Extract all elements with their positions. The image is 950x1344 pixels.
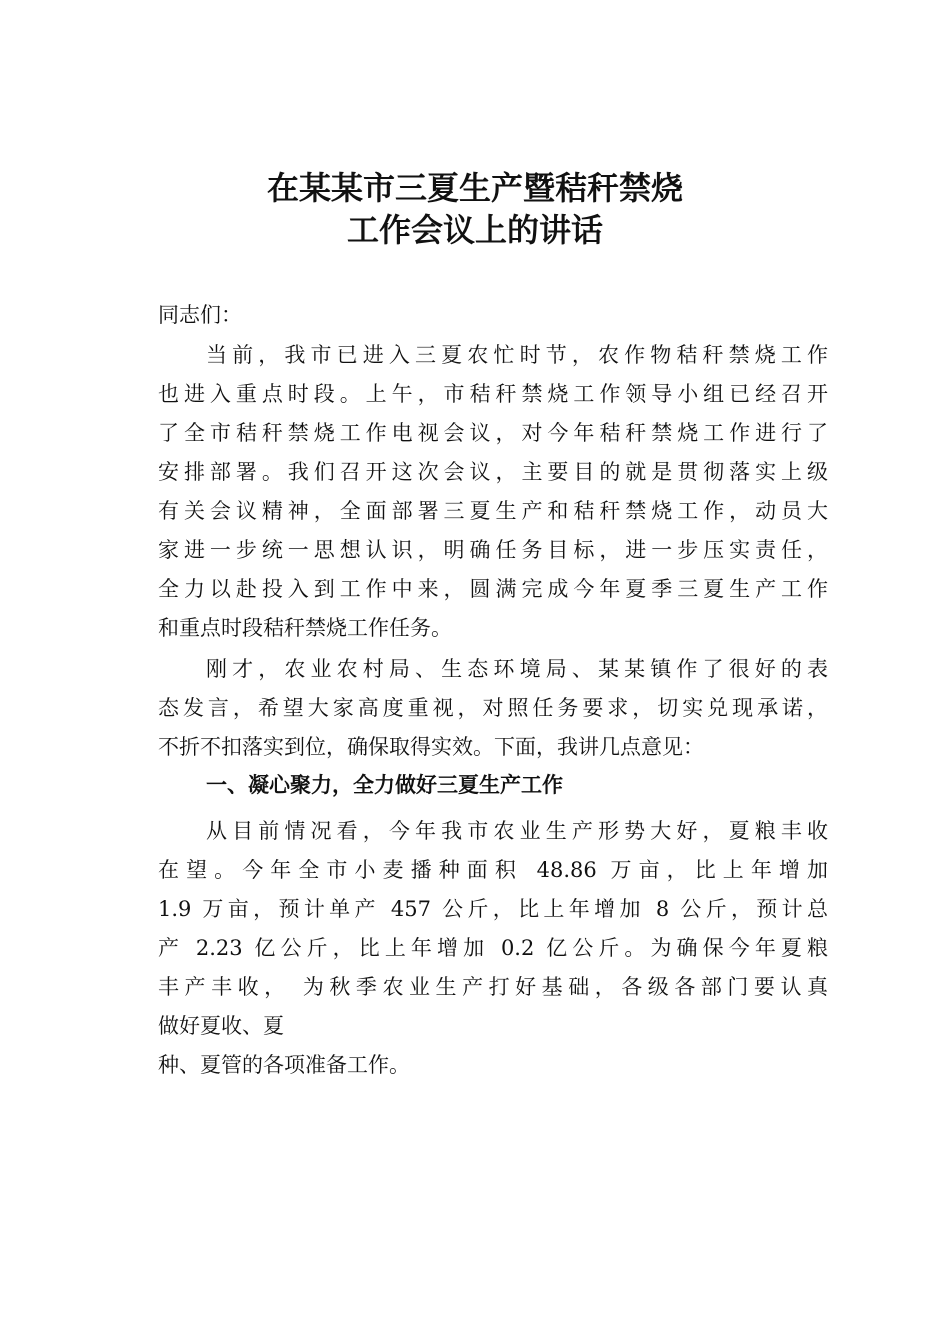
document-title-line1: 在某某市三夏生产暨秸秆禁烧 [266,169,683,207]
paragraph-1-line: 全力以赴投入到工作中来，圆满完成今年夏季三夏生产工作 [158,577,828,601]
paragraph-1-line: 有关会议精神，全面部署三夏生产和秸秆禁烧工作，动员大 [158,499,828,523]
paragraph-3-line: 在望。今年全市小麦播种面积 48.86 万亩，比上年增加 [158,858,828,882]
document-title-line2: 工作会议上的讲话 [346,211,603,249]
paragraph-1-line: 也进入重点时段。上午，市秸秆禁烧工作领导小组已经召开 [158,382,828,406]
salutation: 同志们： [158,303,242,327]
paragraph-3-line: 1.9 万亩，预计单产 457 公斤，比上年增加 8 公斤，预计总 [158,897,828,921]
paragraph-2-line: 态发言，希望大家高度重视，对照任务要求，切实兑现承诺， [158,696,828,720]
paragraph-1-line: 了全市秸秆禁烧工作电视会议，对今年秸秆禁烧工作进行了 [158,421,828,445]
paragraph-1-line: 安排部署。我们召开这次会议，主要目的就是贯彻落实上级 [158,460,828,484]
paragraph-2 [158,650,828,767]
paragraph-3-line: 做好夏收、夏 [158,1014,284,1038]
paragraph-2-line: 不折不扣落实到位，确保取得实效。下面，我讲几点意见： [158,735,704,759]
paragraph-1-line: 家进一步统一思想认识，明确任务目标，进一步压实责任， [158,538,828,562]
paragraph-3 [158,812,828,1085]
paragraph-1 [158,336,828,648]
paragraph-3-line: 丰产丰收， 为秋季农业生产打好基础，各级各部门要认真 [158,975,828,999]
paragraph-3-line: 从目前情况看，今年我市农业生产形势大好，夏粮丰收 [206,819,828,843]
section-1-heading: 一、凝心聚力，全力做好三夏生产工作 [206,773,563,797]
paragraph-3-line: 种、夏管的各项准备工作。 [158,1053,410,1077]
paragraph-1-line: 当前，我市已进入三夏农忙时节，农作物秸秆禁烧工作 [206,343,828,367]
paragraph-3-line: 产 2.23 亿公斤，比上年增加 0.2 亿公斤。为确保今年夏粮 [158,936,828,960]
paragraph-1-line: 和重点时段秸秆禁烧工作任务。 [158,616,452,640]
paragraph-2-line: 刚才，农业农村局、生态环境局、某某镇作了很好的表 [206,657,828,681]
